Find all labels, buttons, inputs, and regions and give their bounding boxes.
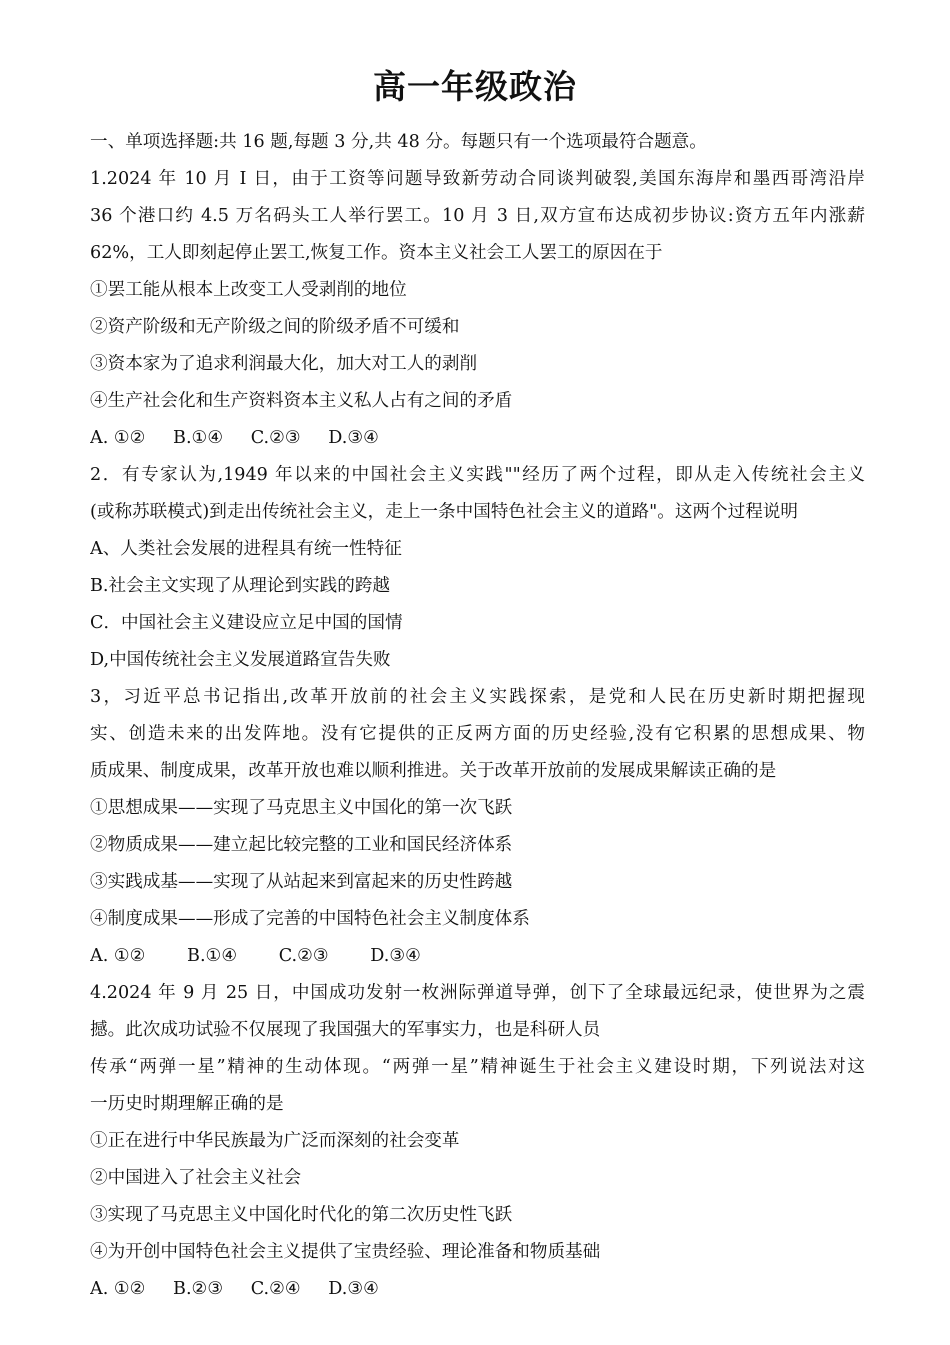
question-stem-line: 3，习近平总书记指出,改革开放前的社会主义实践探索，是党和人民在历史新时期把握现 [90,687,865,707]
question-stem-line: 质成果、制度成果，改革开放也难以顺利推进。关于改革开放前的发展成果解读正确的是 [90,761,777,781]
statement-item: ③资本家为了追求利润最大化，加大对工人的剥削 [90,354,478,374]
answer-options [90,1271,865,1308]
statement-item: ①思想成果——实现了马克思主义中国化的第一次飞跃 [90,798,513,818]
question-stem-line: (或称苏联模式)到走出传统社会主义，走上一条中国特色社会主义的道路"。这两个过程说明 [90,502,798,522]
option-d: D,中国传统社会主义发展道路宣告失败 [90,650,391,670]
statement-item: ④制度成果——形成了完善的中国特色社会主义制度体系 [90,909,530,929]
page-title: 高一年级政治 [373,67,577,106]
statement-item: ②物质成果——建立起比较完整的工业和国民经济体系 [90,835,513,855]
section-heading: 一、单项选择题:共 16 题,每题 3 分,共 48 分。每题只有一个选项最符合题意。 [90,132,707,152]
statement-item: ③实践成基——实现了从站起来到富起来的历史性跨越 [90,872,513,892]
question-1 [90,161,865,457]
option-c: C.②③ [250,428,301,448]
statement-item: ④为开创中国特色社会主义提供了宝贵经验、理论准备和物质基础 [90,1242,601,1262]
question-stem-line: 36 个港口约 4.5 万名码头工人举行罢工。10 月 3 日,双方宣布达成初步协议:资方五年内涨薪 [90,206,865,226]
question-stem-line: 一历史时期理解正确的是 [90,1094,284,1114]
option-a: A、人类社会发展的进程具有统一性特征 [90,539,402,559]
answer-options [90,938,865,975]
option-c: C.②④ [250,1279,301,1299]
option-a: A. ①② [90,946,146,966]
option-a: A. ①② [90,428,146,448]
statement-item: ②中国进入了社会主义社会 [90,1168,302,1188]
option-b: B.②③ [173,1279,224,1299]
option-b: B.社会主文实现了从理论到实践的跨越 [90,576,391,596]
option-c: C．中国社会主义建设应立足中国的国情 [90,613,403,633]
question-stem-line: 撼。此次成功试验不仅展现了我国强大的军事实力，也是科研人员 [90,1020,601,1040]
option-b: B.①④ [173,428,224,448]
question-4 [90,975,865,1308]
question-stem-line: 实、创造未来的出发阵地。没有它提供的正反两方面的历史经验,没有它积累的思想成果、物 [90,724,865,744]
question-3 [90,679,865,975]
answer-options [90,420,865,457]
question-stem-line: 1.2024 年 10 月 I 日，由于工资等问题导致新劳动合同谈判破裂,美国东海岸和墨西哥湾沿岸 [90,169,865,189]
question-2 [90,457,865,679]
question-stem-line: 传承“两弹一星”精神的生动体现。“两弹一星”精神诞生于社会主义建设时期，下列说法对这 [90,1057,865,1077]
option-b: B.①④ [187,946,238,966]
option-a: A. ①② [90,1279,146,1299]
statement-item: ①罢工能从根本上改变工人受剥削的地位 [90,280,407,300]
option-d: D.③④ [328,428,379,448]
statement-item: ②资产阶级和无产阶级之间的阶级矛盾不可缓和 [90,317,460,337]
option-d: D.③④ [328,1279,379,1299]
question-stem-line: 2．有专家认为,1949 年以来的中国社会主义实践""经历了两个过程，即从走入传统社会主义 [90,465,865,485]
statement-item: ④生产社会化和生产资料资本主义私人占有之间的矛盾 [90,391,513,411]
exam-content [90,124,865,1308]
question-stem-line: 4.2024 年 9 月 25 日，中国成功发射一枚洲际弹道导弹，创下了全球最远纪录，使世界为之震 [90,983,865,1003]
option-c: C.②③ [278,946,329,966]
option-d: D.③④ [370,946,421,966]
statement-item: ①正在进行中华民族最为广泛而深刻的社会变革 [90,1131,460,1151]
statement-item: ③实现了马克思主义中国化时代化的第二次历史性飞跃 [90,1205,513,1225]
question-stem-line: 62%，工人即刻起停止罢工,恢复工作。资本主义社会工人罢工的原因在于 [90,243,663,263]
